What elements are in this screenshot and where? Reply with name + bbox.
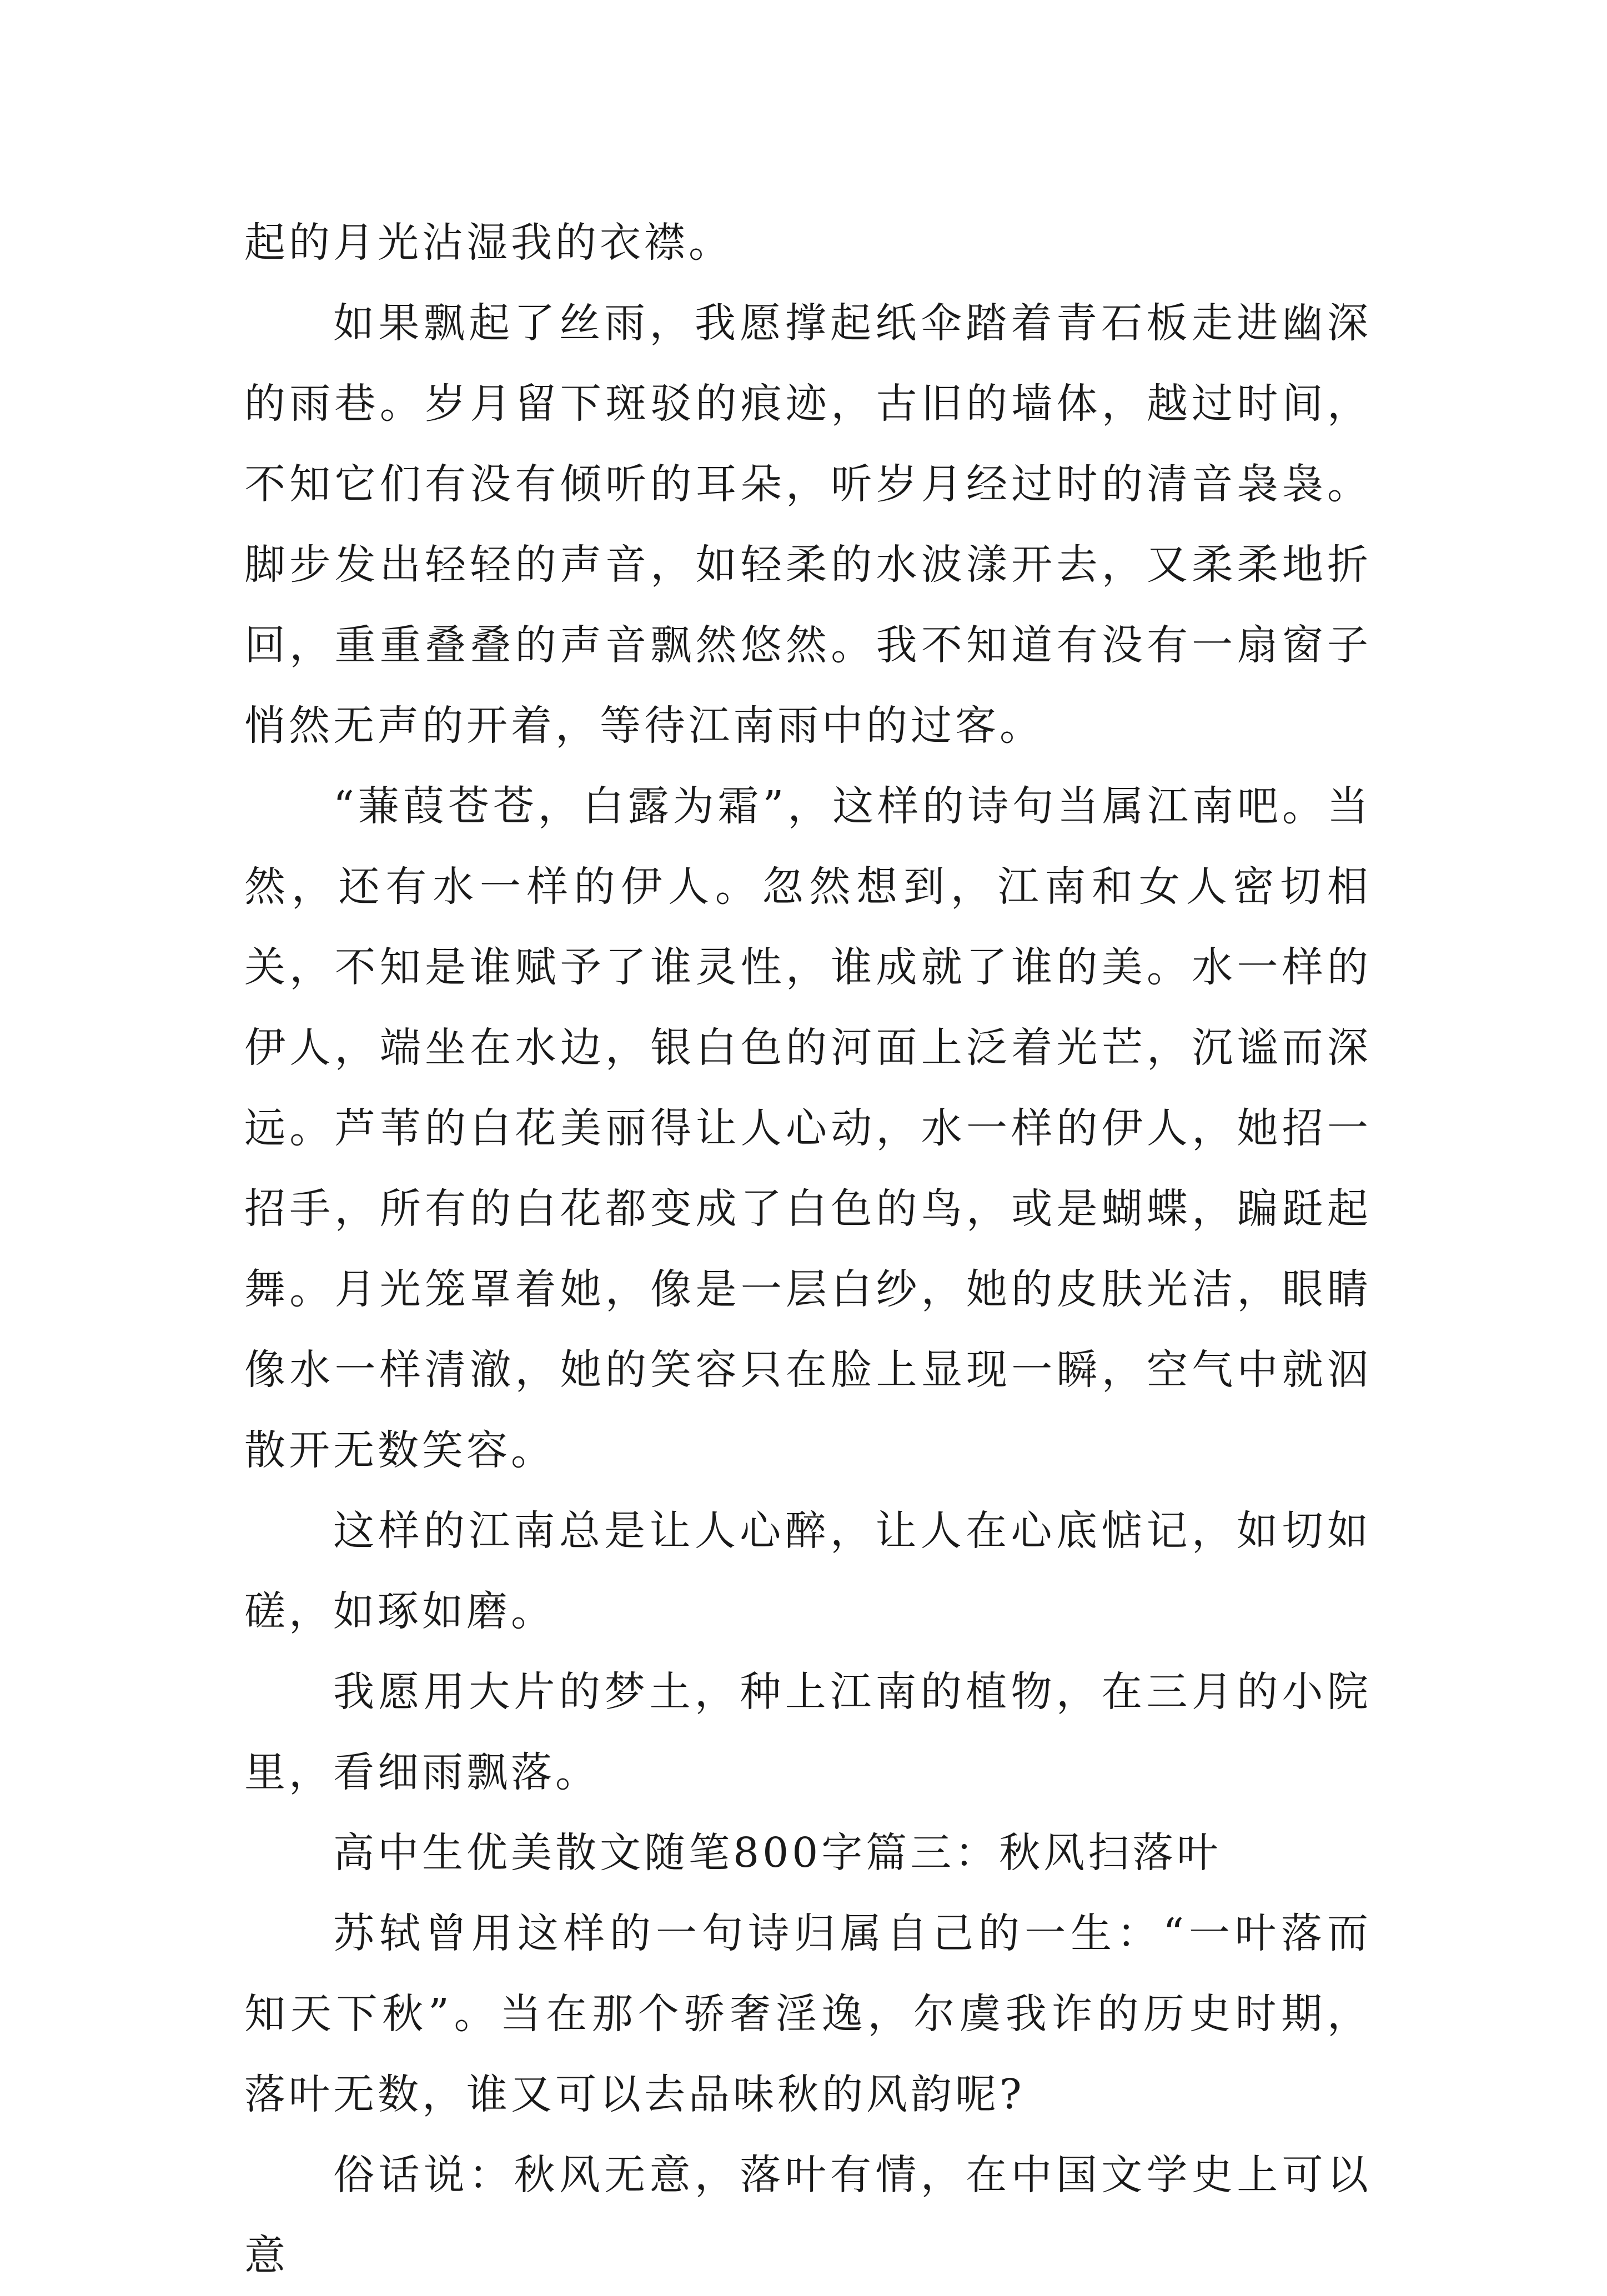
paragraph-jiangnan-charm: 这样的江南总是让人心醉，让人在心底惦记，如切如磋，如琢如磨。 <box>244 1507 1372 1635</box>
section-heading: 高中生优美散文随笔800字篇三：秋风扫落叶 <box>333 1829 1222 1877</box>
paragraph-rain-alley: 如果飘起了丝雨，我愿撑起纸伞踏着青石板走进幽深的雨巷。岁月留下斑驳的痕迹，古旧的墙体，越过时间，不知它们有没有倾听的耳朵，听岁月经过时的清音袅袅。脚步发出轻轻的声音，如轻柔的水波漾开去，又柔柔地折回，重重叠叠的声音飘然悠然。我不知道有没有一扇窗子悄然无声的开着，等待江南雨中的过客。 <box>244 299 1372 750</box>
essay-body <box>244 203 1372 2296</box>
paragraph-continuation: 起的月光沾湿我的衣襟。 <box>244 219 733 267</box>
paragraph-dream-garden: 我愿用大片的梦土，种上江南的植物，在三月的小院里，看细雨飘落。 <box>244 1668 1372 1796</box>
paragraph-reeds-poem: “蒹葭苍苍，白露为霜”，这样的诗句当属江南吧。当然，还有水一样的伊人。忽然想到，江南和女人密切相关，不知是谁赋予了谁灵性，谁成就了谁的美。水一样的伊人，端坐在水边，银白色的河面上泛着光芒，沉谧而深远。芦苇的白花美丽得让人心动，水一样的伊人，她招一招手，所有的白花都变成了白色的鸟，或是蝴蝶，蹁跹起舞。月光笼罩着她，像是一层白纱，她的皮肤光洁，眼睛像水一样清澈，她的笑容只在脸上显现一瞬，空气中就泅散开无数笑容。 <box>244 782 1372 1474</box>
paragraph-su-shi: 苏轼曾用这样的一句诗归属自己的一生：“一叶落而知天下秋”。当在那个骄奢淫逸，尔虞我诈的历史时期，落叶无数，谁又可以去品味秋的风韵呢? <box>244 1910 1372 2118</box>
paragraph-proverb: 俗话说：秋风无意，落叶有情，在中国文学史上可以意 <box>244 2151 1372 2279</box>
